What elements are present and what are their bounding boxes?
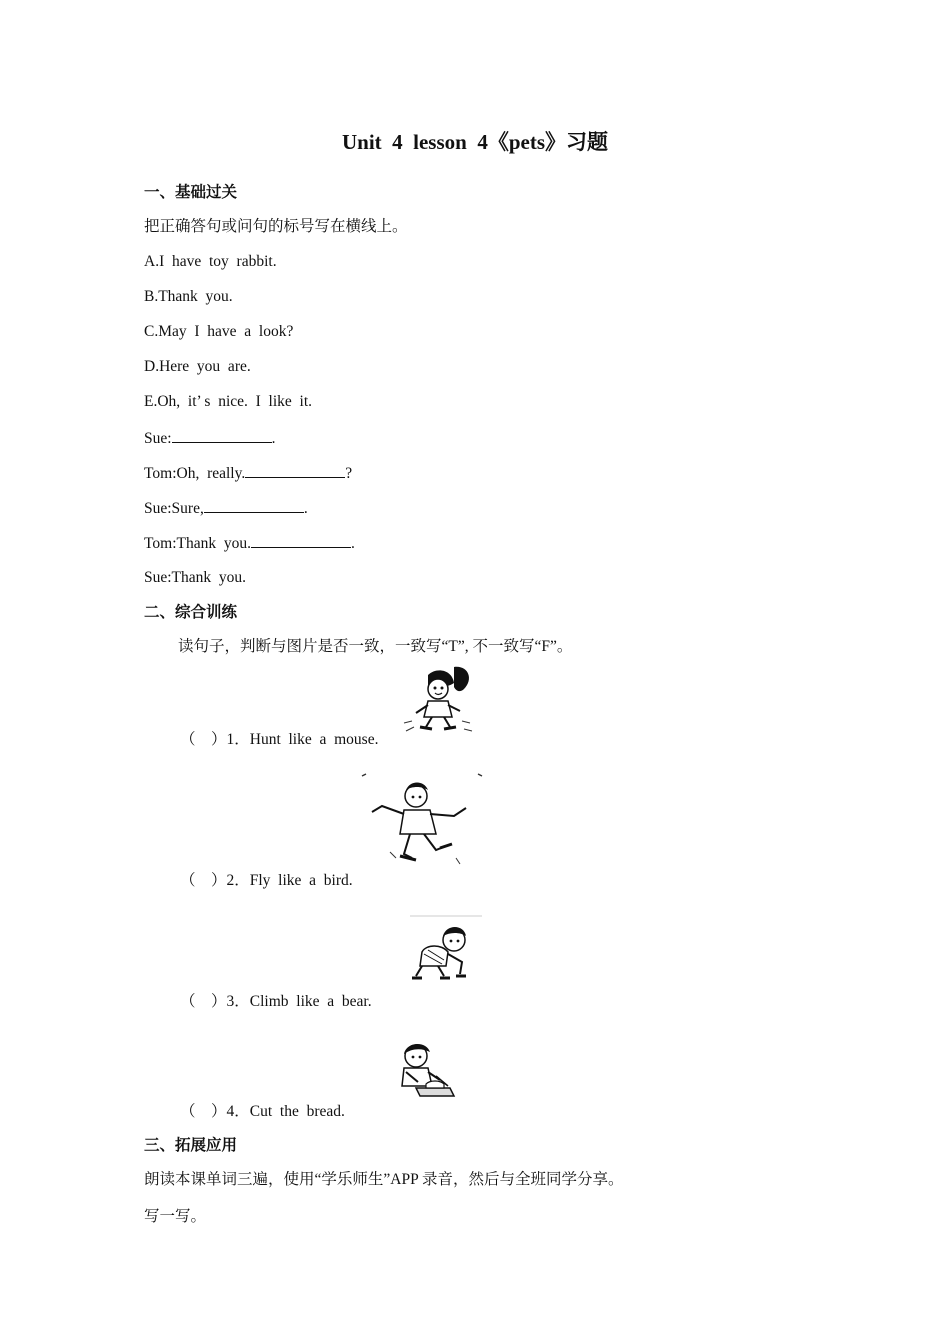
dialogue-line-4	[144, 532, 355, 554]
dialogue-speaker: Tom:Oh, really.	[144, 465, 246, 482]
dialogue-line-1	[144, 427, 275, 449]
option-a: A.I have toy rabbit.	[144, 253, 277, 270]
dialogue-line-2	[144, 462, 352, 484]
answer-blank-3[interactable]	[204, 497, 304, 513]
section3-heading: 三、拓展应用	[144, 1137, 238, 1154]
girl-flying-icon	[360, 772, 485, 872]
dialogue-speaker: Tom:Thank you.	[144, 535, 251, 552]
dialogue-punct: .	[303, 500, 308, 517]
answer-blank-2[interactable]	[245, 462, 345, 478]
answer-blank-4[interactable]	[251, 532, 351, 548]
dialogue-line-5: Sue:Thank you.	[144, 569, 247, 586]
dialogue-punct: .	[271, 430, 276, 447]
section1-instruction: 把正确答句或问句的标号写在横线上。	[144, 218, 408, 235]
section1-heading: 一、基础过关	[144, 184, 238, 201]
option-d: D.Here you are.	[144, 358, 251, 375]
dialogue-punct: ?	[345, 465, 353, 482]
option-e: E.Oh, it’ s nice. I like it.	[144, 393, 313, 410]
girl-cutting-icon	[388, 1036, 460, 1104]
judge-item-3: （ ）3．Climb like a bear.	[180, 993, 372, 1010]
dialogue-speaker: Sue:Sure,	[144, 500, 204, 517]
judge-item-4: （ ）4．Cut the bread.	[180, 1103, 345, 1120]
option-c: C.May I have a look?	[144, 323, 294, 340]
dialogue-punct: .	[350, 535, 355, 552]
girl-crawling-icon	[408, 914, 484, 984]
dialogue-speaker: Sue:	[144, 430, 172, 447]
answer-blank-1[interactable]	[172, 427, 272, 443]
section3-line-2: 写一写。	[144, 1208, 207, 1225]
section3-line-1: 朗读本课单词三遍，使用“学乐师生”APP 录音，然后与全班同学分享。	[144, 1171, 624, 1188]
section2-instruction: 读句子，判断与图片是否一致，一致写“T”, 不一致写“F”。	[178, 638, 573, 655]
judge-item-2: （ ）2．Fly like a bird.	[180, 872, 353, 889]
section2-heading: 二、综合训练	[144, 604, 238, 621]
girl-jumping-icon	[398, 665, 478, 735]
dialogue-line-3	[144, 497, 308, 519]
page-title: Unit 4 lesson 4《pets》习题	[341, 130, 609, 154]
judge-item-1: （ ）1．Hunt like a mouse.	[180, 731, 379, 748]
option-b: B.Thank you.	[144, 288, 233, 305]
